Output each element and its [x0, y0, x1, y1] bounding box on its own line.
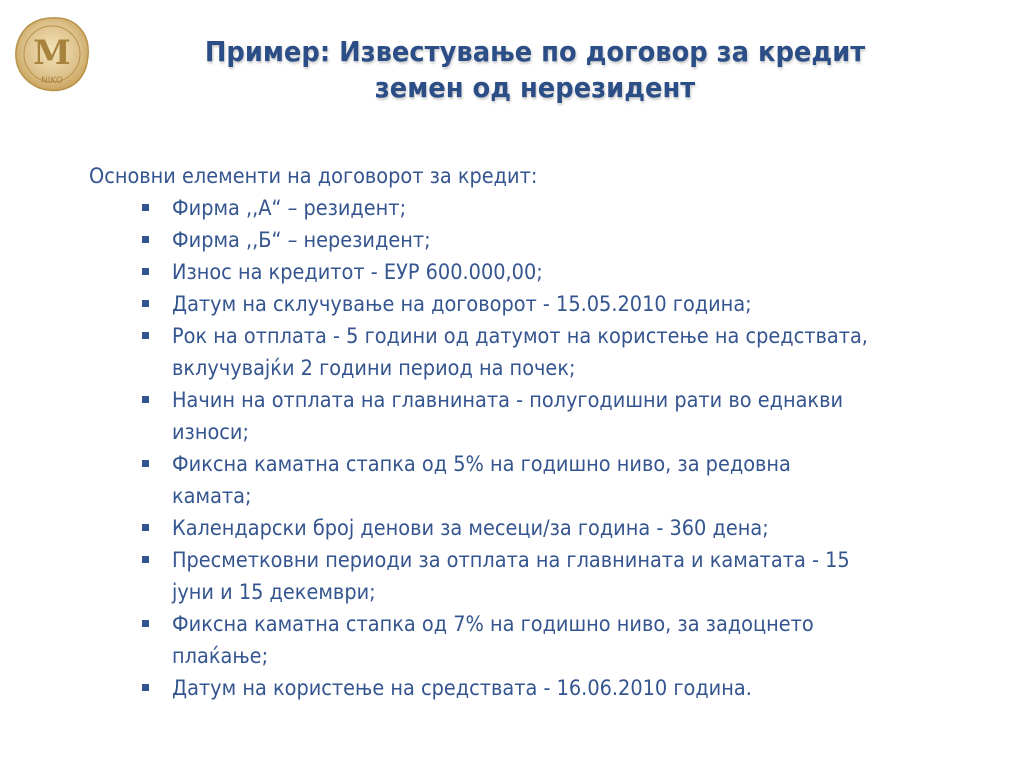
bullet-square-icon	[142, 620, 149, 627]
list-item: Начин на отплата на главнината - полугодишни рати во еднакви износи;	[89, 384, 969, 448]
list-item: Фиксна каматна стапка од 5% на годишно ниво, за редовна камата;	[89, 448, 969, 512]
bullet-square-icon	[142, 204, 149, 211]
list-item: Датум на користење на средствата - 16.06.2010 година.	[89, 672, 969, 704]
list-item: Пресметковни периоди за отплата на главнината и каматата - 15 јуни и 15 декември;	[89, 544, 969, 608]
bullet-list	[89, 192, 969, 704]
bullet-square-icon	[142, 684, 149, 691]
content-body	[89, 160, 969, 704]
bullet-square-icon	[142, 396, 149, 403]
list-item: Фирма ,,Б“ – нерезидент;	[89, 224, 969, 256]
svg-text:NIKO: NIKO	[41, 76, 63, 86]
svg-text:M: M	[33, 33, 71, 73]
bullet-square-icon	[142, 460, 149, 467]
list-item: Фирма ,,А“ – резидент;	[89, 192, 969, 224]
bullet-square-icon	[142, 268, 149, 275]
page-title	[135, 34, 935, 106]
bullet-square-icon	[142, 300, 149, 307]
bullet-square-icon	[142, 332, 149, 339]
title-line-1: Пример: Известување по договор за кредит	[204, 35, 866, 68]
coin-seal-icon	[14, 16, 90, 92]
intro-text: Основни елементи на договорот за кредит:	[89, 164, 538, 188]
bullet-square-icon	[142, 524, 149, 531]
title-line-2: земен од нерезидент	[374, 71, 696, 104]
list-item: Износ на кредитот - ЕУР 600.000,00;	[89, 256, 969, 288]
list-item: Рок на отплата - 5 години од датумот на користење на средствата, вклучувајќи 2 години период на почек;	[89, 320, 969, 384]
bullet-square-icon	[142, 236, 149, 243]
list-item: Фиксна каматна стапка од 7% на годишно ниво, за задоцнето плаќање;	[89, 608, 969, 672]
list-item: Датум на склучување на договорот - 15.05.2010 година;	[89, 288, 969, 320]
list-item: Календарски број денови за месеци/за година - 360 дена;	[89, 512, 969, 544]
bullet-square-icon	[142, 556, 149, 563]
